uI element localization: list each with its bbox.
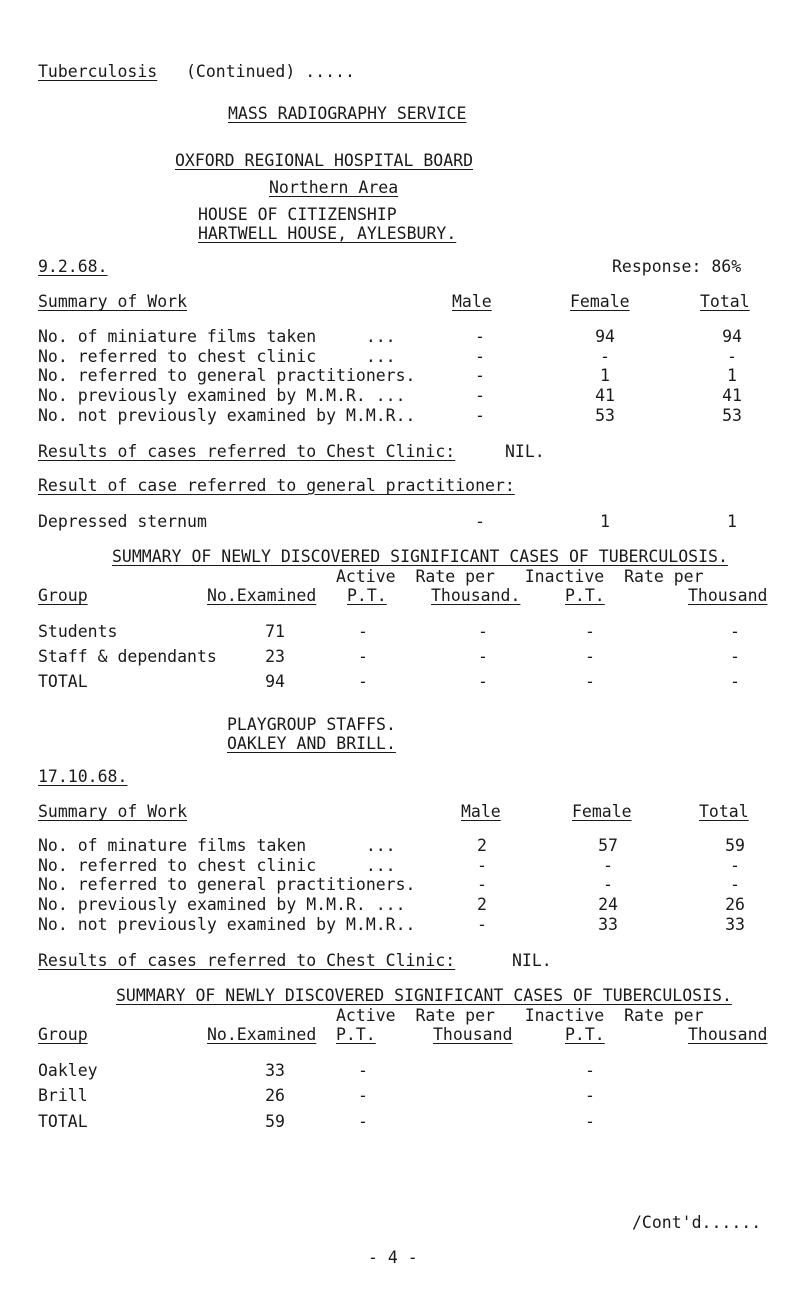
row-female: - <box>603 856 613 875</box>
report2-col-total: Total <box>699 802 749 821</box>
sig-examined: 71 <box>265 622 285 641</box>
sig-rate1: - <box>478 672 488 691</box>
row-male: - <box>475 327 485 346</box>
report1-sig-examined: No.Examined <box>207 586 317 605</box>
report1-results-value: NIL. <box>505 442 545 461</box>
sig-inactive: - <box>585 1086 595 1105</box>
report1-sig-title: SUMMARY OF NEWLY DISCOVERED SIGNIFICANT CASES OF TUBERCULOSIS. <box>112 547 728 566</box>
row-female: - <box>603 875 613 894</box>
report2-results-label: Results of cases referred to Chest Clinic: <box>38 951 456 970</box>
report1-sig-pt1: P.T. <box>347 586 387 605</box>
sig-rate1: - <box>478 622 488 641</box>
row-male: - <box>477 856 487 875</box>
row-total: 94 <box>722 327 742 346</box>
sig-examined: 33 <box>265 1061 285 1080</box>
row-label: No. referred to chest clinic ... <box>38 856 396 875</box>
sig-rate2: - <box>730 647 740 666</box>
sig-group: Oakley <box>38 1061 98 1080</box>
row-female: 24 <box>598 895 618 914</box>
row-male: 2 <box>477 836 487 855</box>
row-male: - <box>475 406 485 425</box>
report2-sig-group: Group <box>38 1025 88 1044</box>
report1-location-line2: HARTWELL HOUSE, AYLESBURY. <box>198 224 457 243</box>
area-title: Northern Area <box>269 178 399 197</box>
report1-gp-case: Depressed sternum <box>38 512 207 531</box>
row-total: - <box>730 875 740 894</box>
row-total: - <box>730 856 740 875</box>
report1-location-line1: HOUSE OF CITIZENSHIP <box>198 205 397 224</box>
section-title: Tuberculosis <box>38 62 158 81</box>
report2-summary-label: Summary of Work <box>38 802 188 821</box>
sig-examined: 59 <box>265 1112 285 1131</box>
report1-sig-head-top: Active Rate per Inactive Rate per <box>336 567 704 586</box>
report1-gp-male: - <box>475 512 485 531</box>
sig-active: - <box>358 1086 368 1105</box>
report1-col-male: Male <box>452 292 492 311</box>
sig-inactive: - <box>585 622 595 641</box>
report2-sig-pt2: P.T. <box>565 1025 605 1044</box>
section-continued: (Continued) ..... <box>186 62 355 81</box>
sig-inactive: - <box>585 672 595 691</box>
report2-col-female: Female <box>572 802 632 821</box>
report2-location-line1: PLAYGROUP STAFFS. <box>227 715 396 734</box>
row-label: No. previously examined by M.M.R. ... <box>38 386 406 405</box>
row-label: No. referred to general practitioners. <box>38 875 416 894</box>
row-total: 26 <box>725 895 745 914</box>
report1-gp-female: 1 <box>600 512 610 531</box>
report1-col-female: Female <box>570 292 630 311</box>
sig-inactive: - <box>585 647 595 666</box>
row-male: 2 <box>477 895 487 914</box>
row-label: No. of miniature films taken ... <box>38 327 396 346</box>
report1-col-total: Total <box>700 292 750 311</box>
sig-rate1: - <box>478 647 488 666</box>
row-male: - <box>477 875 487 894</box>
report1-sig-group: Group <box>38 586 88 605</box>
sig-active: - <box>358 647 368 666</box>
row-male: - <box>477 915 487 934</box>
report2-sig-pt1: P.T. <box>336 1025 376 1044</box>
report2-sig-title: SUMMARY OF NEWLY DISCOVERED SIGNIFICANT CASES OF TUBERCULOSIS. <box>116 986 732 1005</box>
row-male: - <box>475 347 485 366</box>
row-female: 57 <box>598 836 618 855</box>
row-label: No. referred to general practitioners. <box>38 366 416 385</box>
report1-gp-total: 1 <box>727 512 737 531</box>
report1-sig-thousand1: Thousand. <box>431 586 521 605</box>
row-total: 59 <box>725 836 745 855</box>
row-female: 94 <box>595 327 615 346</box>
row-total: 1 <box>727 366 737 385</box>
sig-group: TOTAL <box>38 1112 88 1131</box>
row-male: - <box>475 386 485 405</box>
row-female: 41 <box>595 386 615 405</box>
row-label: No. not previously examined by M.M.R.. <box>38 915 416 934</box>
report2-sig-head-top: Active Rate per Inactive Rate per <box>336 1006 704 1025</box>
page-number: - 4 - <box>368 1248 418 1267</box>
report1-sig-thousand2: Thousand <box>688 586 768 605</box>
sig-examined: 94 <box>265 672 285 691</box>
sig-examined: 26 <box>265 1086 285 1105</box>
row-female: 1 <box>600 366 610 385</box>
row-total: 41 <box>722 386 742 405</box>
row-total: 33 <box>725 915 745 934</box>
sig-group: Brill <box>38 1086 88 1105</box>
report1-date: 9.2.68. <box>38 257 108 276</box>
report1-sig-pt2: P.T. <box>565 586 605 605</box>
row-total: - <box>727 347 737 366</box>
row-total: 53 <box>722 406 742 425</box>
row-female: 53 <box>595 406 615 425</box>
row-male: - <box>475 366 485 385</box>
continued-note: /Cont'd...... <box>632 1213 762 1232</box>
sig-active: - <box>358 622 368 641</box>
row-female: 33 <box>598 915 618 934</box>
report2-results-value: NIL. <box>512 951 552 970</box>
sig-inactive: - <box>585 1112 595 1131</box>
sig-group: TOTAL <box>38 672 88 691</box>
report2-date: 17.10.68. <box>38 767 128 786</box>
report1-summary-label: Summary of Work <box>38 292 188 311</box>
report2-sig-examined: No.Examined <box>207 1025 317 1044</box>
report2-sig-thousand1: Thousand <box>433 1025 513 1044</box>
sig-group: Staff & dependants <box>38 647 217 666</box>
sig-rate2: - <box>730 622 740 641</box>
row-label: No. not previously examined by M.M.R.. <box>38 406 416 425</box>
row-label: No. referred to chest clinic ... <box>38 347 396 366</box>
sig-examined: 23 <box>265 647 285 666</box>
report1-gp-label: Result of case referred to general practitioner: <box>38 476 515 495</box>
sig-active: - <box>358 672 368 691</box>
row-label: No. previously examined by M.M.R. ... <box>38 895 406 914</box>
service-title: MASS RADIOGRAPHY SERVICE <box>228 104 467 123</box>
report2-location-line2: OAKLEY AND BRILL. <box>227 734 396 753</box>
sig-active: - <box>358 1112 368 1131</box>
row-female: - <box>600 347 610 366</box>
report2-sig-thousand2: Thousand <box>688 1025 768 1044</box>
sig-rate2: - <box>730 672 740 691</box>
report2-col-male: Male <box>461 802 501 821</box>
row-label: No. of minature films taken ... <box>38 836 396 855</box>
sig-active: - <box>358 1061 368 1080</box>
sig-inactive: - <box>585 1061 595 1080</box>
sig-group: Students <box>38 622 118 641</box>
board-title: OXFORD REGIONAL HOSPITAL BOARD <box>175 151 474 170</box>
report1-response: Response: 86% <box>612 257 742 276</box>
report1-results-label: Results of cases referred to Chest Clinic: <box>38 442 456 461</box>
